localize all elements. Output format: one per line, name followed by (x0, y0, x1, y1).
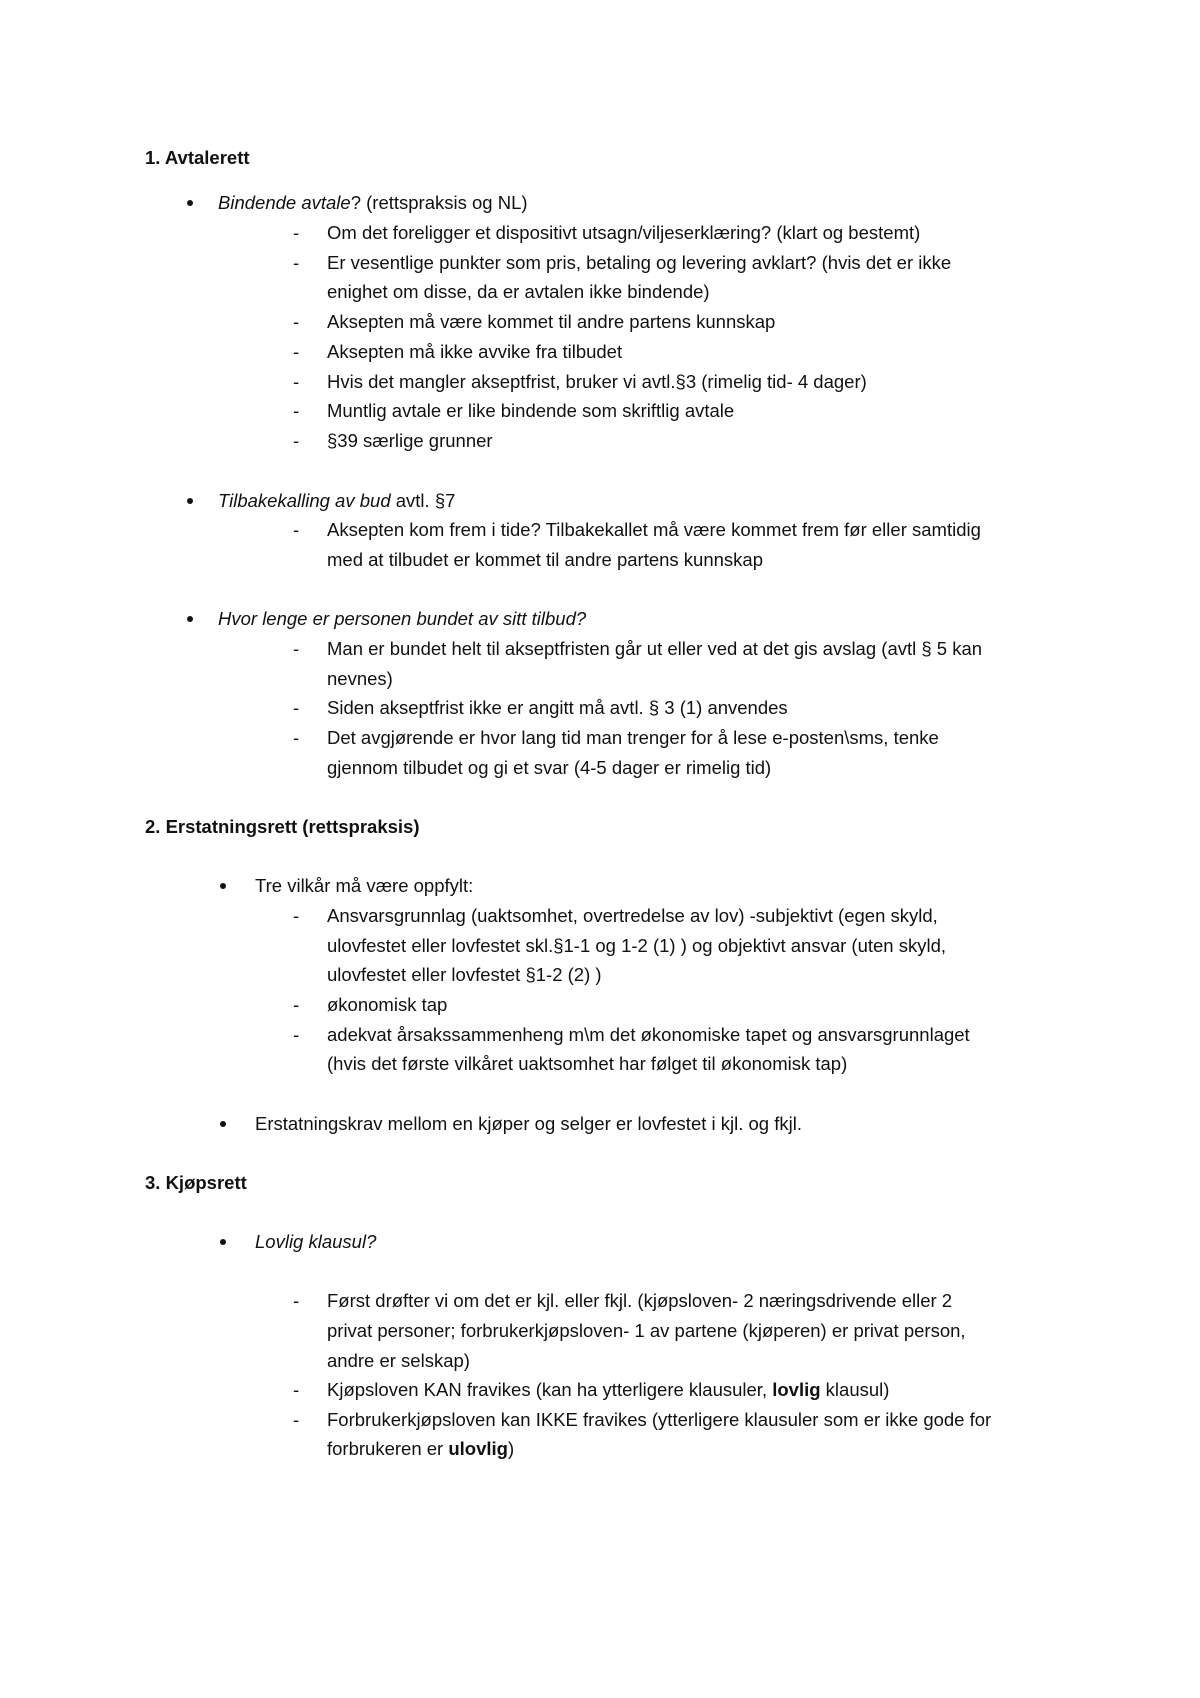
sub-item: §39 særlige grunner (327, 430, 493, 451)
dash-marker: - (293, 252, 300, 273)
sub-item: Muntlig avtale er like bindende som skriftlig avtale (327, 400, 735, 421)
sub-item: Om det foreligger et dispositivt utsagn/viljeserklæring? (klart og bestemt) (327, 222, 921, 243)
dash-marker: - (293, 1024, 300, 1045)
bullet-term: Tilbakekalling av bud (218, 490, 391, 511)
sub-item: Er vesentlige punkter som pris, betaling og levering avklart? (hvis det er ikke (327, 252, 952, 273)
sub-item: Hvis det mangler akseptfrist, bruker vi avtl.§3 (rimelig tid- 4 dager) (327, 371, 867, 392)
dash-marker: - (293, 994, 300, 1015)
sub-item-continuation: andre er selskap) (327, 1350, 470, 1371)
dash-marker: - (293, 727, 300, 748)
sub-item: Det avgjørende er hvor lang tid man trenger for å lese e-posten\sms, tenke (327, 727, 939, 748)
sub-item: Aksepten må være kommet til andre partens kunnskap (327, 311, 776, 332)
bold-term: ulovlig (448, 1438, 508, 1459)
sub-item: Først drøfter vi om det er kjl. eller fkjl. (kjøpsloven- 2 næringsdrivende eller 2 (327, 1290, 953, 1311)
bullet-text: Lovlig klausul? (255, 1231, 377, 1252)
bullet-term: Bindende avtale (218, 192, 351, 213)
sub-item-continuation: (hvis det første vilkåret uaktsomhet har følget til økonomisk tap) (327, 1053, 848, 1074)
sub-item-continuation: gjennom tilbudet og gi et svar (4-5 dager er rimelig tid) (327, 757, 772, 778)
dash-marker: - (293, 905, 300, 926)
bullet-dot (187, 616, 193, 622)
section-heading: 2. Erstatningsrett (rettspraksis) (145, 816, 420, 837)
bullet-text: Hvor lenge er personen bundet av sitt tilbud? (218, 608, 587, 629)
sub-item: adekvat årsakssammenheng m\m det økonomiske tapet og ansvarsgrunnlaget (327, 1024, 970, 1045)
bullet-dot (220, 883, 226, 889)
section-heading: 1. Avtalerett (145, 147, 250, 168)
sub-item (327, 1375, 889, 1404)
sub-item: Aksepten kom frem i tide? Tilbakekallet må være kommet frem før eller samtidig (327, 519, 981, 540)
sub-item-continuation: privat personer; forbrukerkjøpsloven- 1 av partene (kjøperen) er privat person, (327, 1320, 966, 1341)
bullet-text: Tre vilkår må være oppfylt: (255, 875, 474, 896)
text-run: Kjøpsloven KAN fravikes (kan ha ytterligere klausuler, (327, 1379, 773, 1400)
text-run: forbrukeren er (327, 1438, 449, 1459)
sub-item-continuation: nevnes) (327, 668, 393, 689)
dash-marker: - (293, 341, 300, 362)
sub-item-continuation: ulovfestet eller lovfestet §1-2 (2) ) (327, 964, 602, 985)
sub-item: Ansvarsgrunnlag (uaktsomhet, overtredelse av lov) -subjektivt (egen skyld, (327, 905, 938, 926)
text-run: klausul) (820, 1379, 890, 1400)
sub-item-continuation: ulovfestet eller lovfestet skl.§1-1 og 1-2 (1) ) og objektivt ansvar (uten skyld, (327, 935, 947, 956)
dash-marker: - (293, 638, 300, 659)
section-heading: 3. Kjøpsrett (145, 1172, 247, 1193)
text-run: ) (507, 1438, 515, 1459)
bold-term: lovlig (772, 1379, 821, 1400)
sub-item: Man er bundet helt til akseptfristen går ut eller ved at det gis avslag (avtl § 5 kan (327, 638, 983, 659)
dash-marker: - (293, 400, 300, 421)
dash-marker: - (293, 697, 300, 718)
dash-marker: - (293, 311, 300, 332)
dash-marker: - (293, 519, 300, 540)
sub-item-continuation: enighet om disse, da er avtalen ikke bindende) (327, 281, 710, 302)
sub-item: Forbrukerkjøpsloven kan IKKE fravikes (ytterligere klausuler som er ikke gode for (327, 1409, 992, 1430)
bullet-text (218, 188, 528, 217)
dash-marker: - (293, 430, 300, 451)
bullet-text (218, 486, 455, 515)
sub-item: Siden akseptfrist ikke er angitt må avtl. § 3 (1) anvendes (327, 697, 788, 718)
sub-item-continuation: med at tilbudet er kommet til andre partens kunnskap (327, 549, 764, 570)
bullet-rest: ? (rettspraksis og NL) (350, 192, 528, 213)
dash-marker: - (293, 1409, 300, 1430)
bullet-dot (220, 1239, 226, 1245)
dash-marker: - (293, 1290, 300, 1311)
dash-marker: - (293, 222, 300, 243)
dash-marker: - (293, 371, 300, 392)
bullet-dot (187, 200, 193, 206)
dash-marker: - (293, 1379, 300, 1400)
bullet-dot (220, 1121, 226, 1127)
bullet-dot (187, 498, 193, 504)
sub-item: økonomisk tap (327, 994, 448, 1015)
bullet-rest: avtl. §7 (390, 490, 456, 511)
sub-item-continuation (327, 1434, 514, 1463)
bullet-text: Erstatningskrav mellom en kjøper og selger er lovfestet i kjl. og fkjl. (255, 1113, 802, 1134)
sub-item: Aksepten må ikke avvike fra tilbudet (327, 341, 623, 362)
